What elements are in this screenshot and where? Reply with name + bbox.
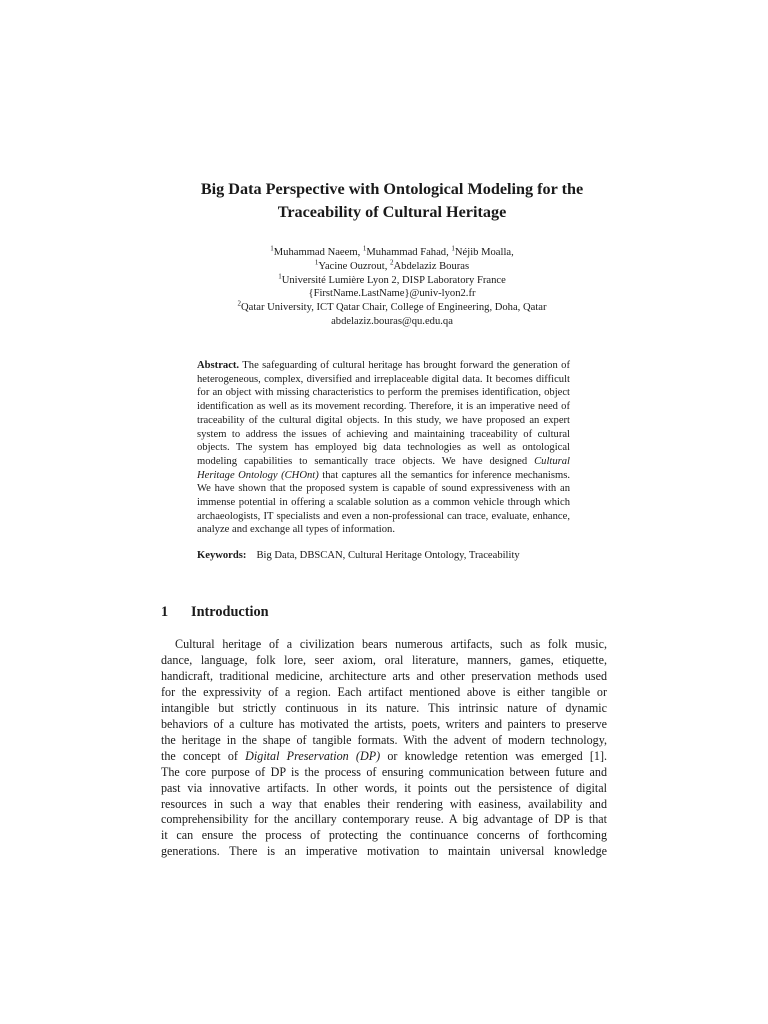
affiliation-1: $^1$Université Lumière Lyon 2, DISP Laboratory France — [278, 272, 506, 286]
paper-title — [150, 178, 634, 224]
body-line: handicraft, traditional medicine, architecture arts and other preservation methods used — [161, 668, 607, 683]
title-line-1: Big Data Perspective with Ontological Modeling for the — [200, 180, 584, 198]
body-line: the concept of Digital Preservation (DP) or knowledge retention was emerged [1]. — [161, 748, 608, 763]
body-line: comprehensibility for the ancillary contemporary reuse. A big advantage of DP is that — [161, 812, 607, 827]
body-line: intangible but strictly continuous in its nature. This intrinsic nature of dynamic — [161, 700, 607, 715]
email-1: {FirstName.LastName}@univ-lyon2.fr — [308, 288, 476, 300]
body-line: it can ensure the process of protecting the continuance concerns of forthcoming — [161, 828, 607, 843]
title-line-2: Traceability of Cultural Heritage — [277, 203, 507, 221]
body-line: The core purpose of DP is the process of ensuring communication between future and — [161, 764, 607, 779]
body-line: past via innovative artifacts. In other words, it points out the persistence of digital — [161, 780, 607, 795]
section-heading — [161, 602, 269, 622]
section-title: Introduction — [191, 604, 269, 620]
author-block — [150, 246, 634, 329]
keywords-label: Keywords: — [197, 550, 247, 561]
authors-line-2: $^1$Yacine Ouzrout, $^2$Abdelaziz Bouras — [314, 258, 470, 272]
body-line: Cultural heritage of a civilization bears numerous artifacts, such as folk music, — [175, 637, 607, 651]
affiliation-2: $^2$Qatar University, ICT Qatar Chair, College of Engineering, Doha, Qatar — [237, 299, 547, 314]
abstract — [197, 359, 570, 537]
intro-paragraph — [161, 637, 607, 860]
body-line: generations. There is an imperative motivation to maintain universal knowledge — [161, 844, 607, 859]
authors-line-1: $^1$Muhammad Naeem, $^1$Muhammad Fahad, $^1$Néjib Moalla, — [270, 244, 514, 258]
abstract-text-1: The safeguarding of cultural heritage has brought forward the generation of heterogeneous, complex, diversified and irreplaceable digital data. It becomes difficult for an object with missing characteristics to perform the premises identification, object identification as well as its movement recording. Therefore, it is an imperative need of traceability of the cultural digital objects. In this study, we have proposed an expert system to address the issues of achieving and maintaining traceability of cultural objects. The system has employed big data technologies as well as ontological modeling capabilities to semantically trace objects. We have designed — [197, 360, 570, 467]
body-line: the heritage in the shape of tangible formats. With the advent of modern technology, — [161, 732, 607, 747]
email-2: abdelaziz.bouras@qu.edu.qa — [331, 315, 453, 327]
section-number: 1 — [161, 604, 169, 620]
keywords-text: Big Data, DBSCAN, Cultural Heritage Ontology, Traceability — [256, 550, 520, 561]
body-line: dance, language, folk lore, seer axiom, oral literature, manners, games, etiquette, — [161, 652, 607, 667]
body-line: for the expressivity of a region. Each artifact mentioned above is either tangible or — [161, 684, 607, 699]
body-line: resources in such a way that enables their rendering with easiness, availability and — [161, 796, 607, 811]
abstract-italic: Cultural Heritage Ontology (CHOnt) — [197, 455, 570, 481]
keywords — [197, 549, 597, 563]
abstract-text-2: that captures all the semantics for inference mechanisms. We have shown that the proposed system is capable of sound expressiveness with an immense potential in offering a scalable solution as a common vehicle through which archaeologists, IT specialists and even a non-professional can trace, evaluate, enhance, analyze and exchange all types of information. — [197, 469, 570, 536]
abstract-label: Abstract. — [197, 360, 240, 371]
body-line: behaviors of a culture has motivated the artists, poets, writers and painters to preserve — [161, 716, 607, 731]
